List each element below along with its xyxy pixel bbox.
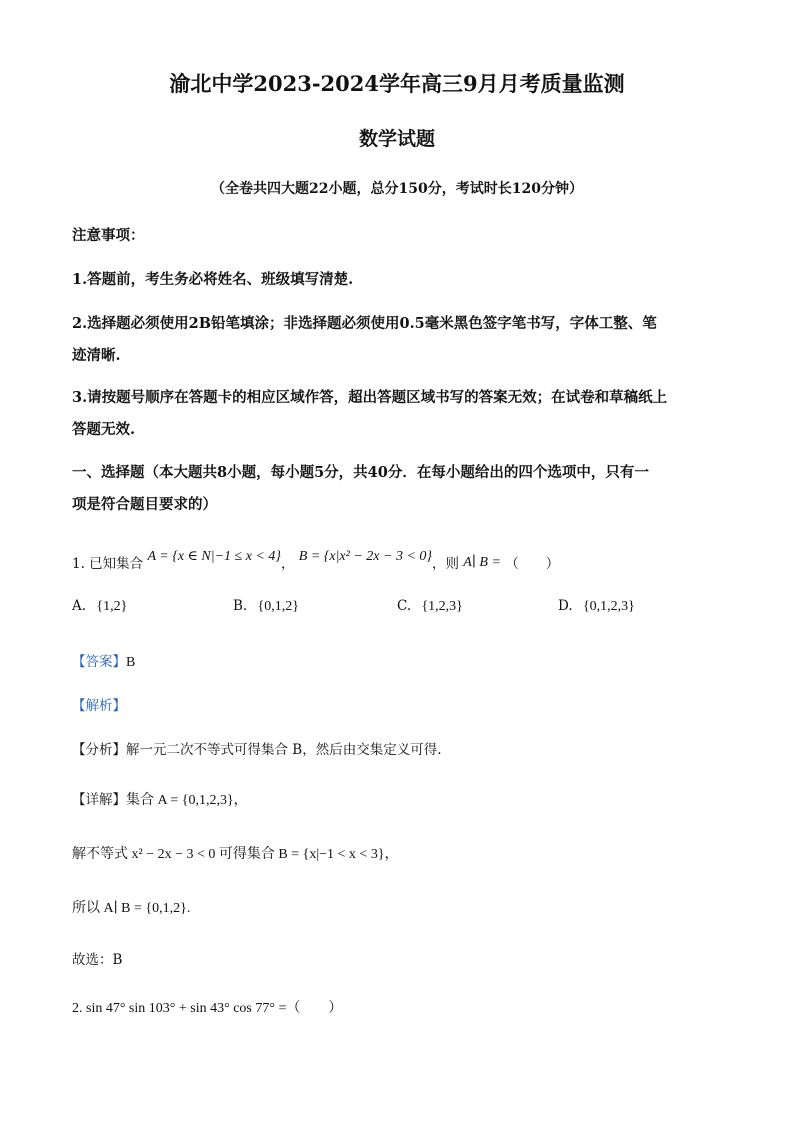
detail-step-2: 解不等式 x² − 2x − 3 < 0 可得集合 B = {x|−1 < x < 3}， xyxy=(72,847,399,862)
question-1-suffix: ，则 xyxy=(432,556,459,572)
subject-title: 数学试题 xyxy=(358,128,435,150)
notice-item-3-line-2: 答题无效. xyxy=(72,421,136,438)
answer-tag: 【答案】 xyxy=(72,654,126,670)
option-c-value: {1,2,3} xyxy=(421,599,463,614)
notice-item-2-line-2: 迹清晰. xyxy=(72,347,121,364)
xiangjie-text: 集合 A = {0,1,2,3}， xyxy=(126,793,248,808)
option-d-value: {0,1,2,3} xyxy=(582,599,635,614)
option-a-label: A. xyxy=(72,598,87,614)
option-a xyxy=(72,598,127,615)
option-c xyxy=(397,598,463,615)
option-b-label: B. xyxy=(233,598,248,614)
option-b-value: {0,1,2} xyxy=(257,599,299,614)
exam-info: （全卷共四大题22小题，总分150分，考试时长120分钟） xyxy=(211,181,583,197)
notice-item-2-line-1: 2.选择题必须使用2B铅笔填涂；非选择题必须使用0.5毫米黑色签字笔书写，字体工整、笔 xyxy=(72,315,657,332)
notice-item-3-line-1: 3.请按题号顺序在答题卡的相应区域作答，超出答题区域书写的答案无效；在试卷和草稿纸上 xyxy=(72,389,668,406)
answer-line xyxy=(72,650,135,671)
exam-title: 渝北中学2023-2024学年高三9月月考质量监测 xyxy=(169,71,625,96)
analysis-tag: 【解析】 xyxy=(72,698,126,714)
section-1-header-line-2: 项是符合题目要求的） xyxy=(72,496,217,513)
analysis-detail xyxy=(72,788,248,809)
xiangjie-tag: 【详解】 xyxy=(72,792,126,808)
option-d-label: D. xyxy=(558,598,573,614)
detail-select: 故选：B xyxy=(72,952,123,968)
question-1-comma: ， xyxy=(280,556,295,572)
notice-item-1: 1.答题前，考生务必将姓名、班级填写清楚. xyxy=(72,271,354,288)
analysis-fenxi xyxy=(72,738,442,758)
answer-paren: （ ） xyxy=(505,556,560,572)
set-b-definition: B = {x|x² − 2x − 3 < 0} xyxy=(298,549,432,564)
fenxi-tag: 【分析】 xyxy=(72,742,126,758)
option-c-label: C. xyxy=(397,598,412,614)
option-d xyxy=(558,598,635,615)
option-a-value: {1,2} xyxy=(96,599,128,614)
detail-step-3: 所以 A∣ B = {0,1,2}. xyxy=(72,901,191,916)
intersection-expression: A∣ B = xyxy=(463,555,501,570)
section-1-header-line-1: 一、选择题（本大题共8小题，每小题5分，共40分．在每小题给出的四个选项中，只有一 xyxy=(72,464,649,481)
question-1-prefix: 1. 已知集合 xyxy=(72,556,144,572)
set-a-definition: A = {x ∈ N|−1 ≤ x < 4} xyxy=(147,549,281,564)
notice-heading: 注意事项： xyxy=(72,227,145,244)
option-b xyxy=(233,598,299,615)
question-2: 2. sin 47° sin 103° + sin 43° cos 77° =（ ） xyxy=(72,1001,343,1016)
answer-value: B xyxy=(126,655,136,670)
question-1 xyxy=(72,549,560,573)
fenxi-text: 解一元二次不等式可得集合 B，然后由交集定义可得. xyxy=(126,742,442,758)
